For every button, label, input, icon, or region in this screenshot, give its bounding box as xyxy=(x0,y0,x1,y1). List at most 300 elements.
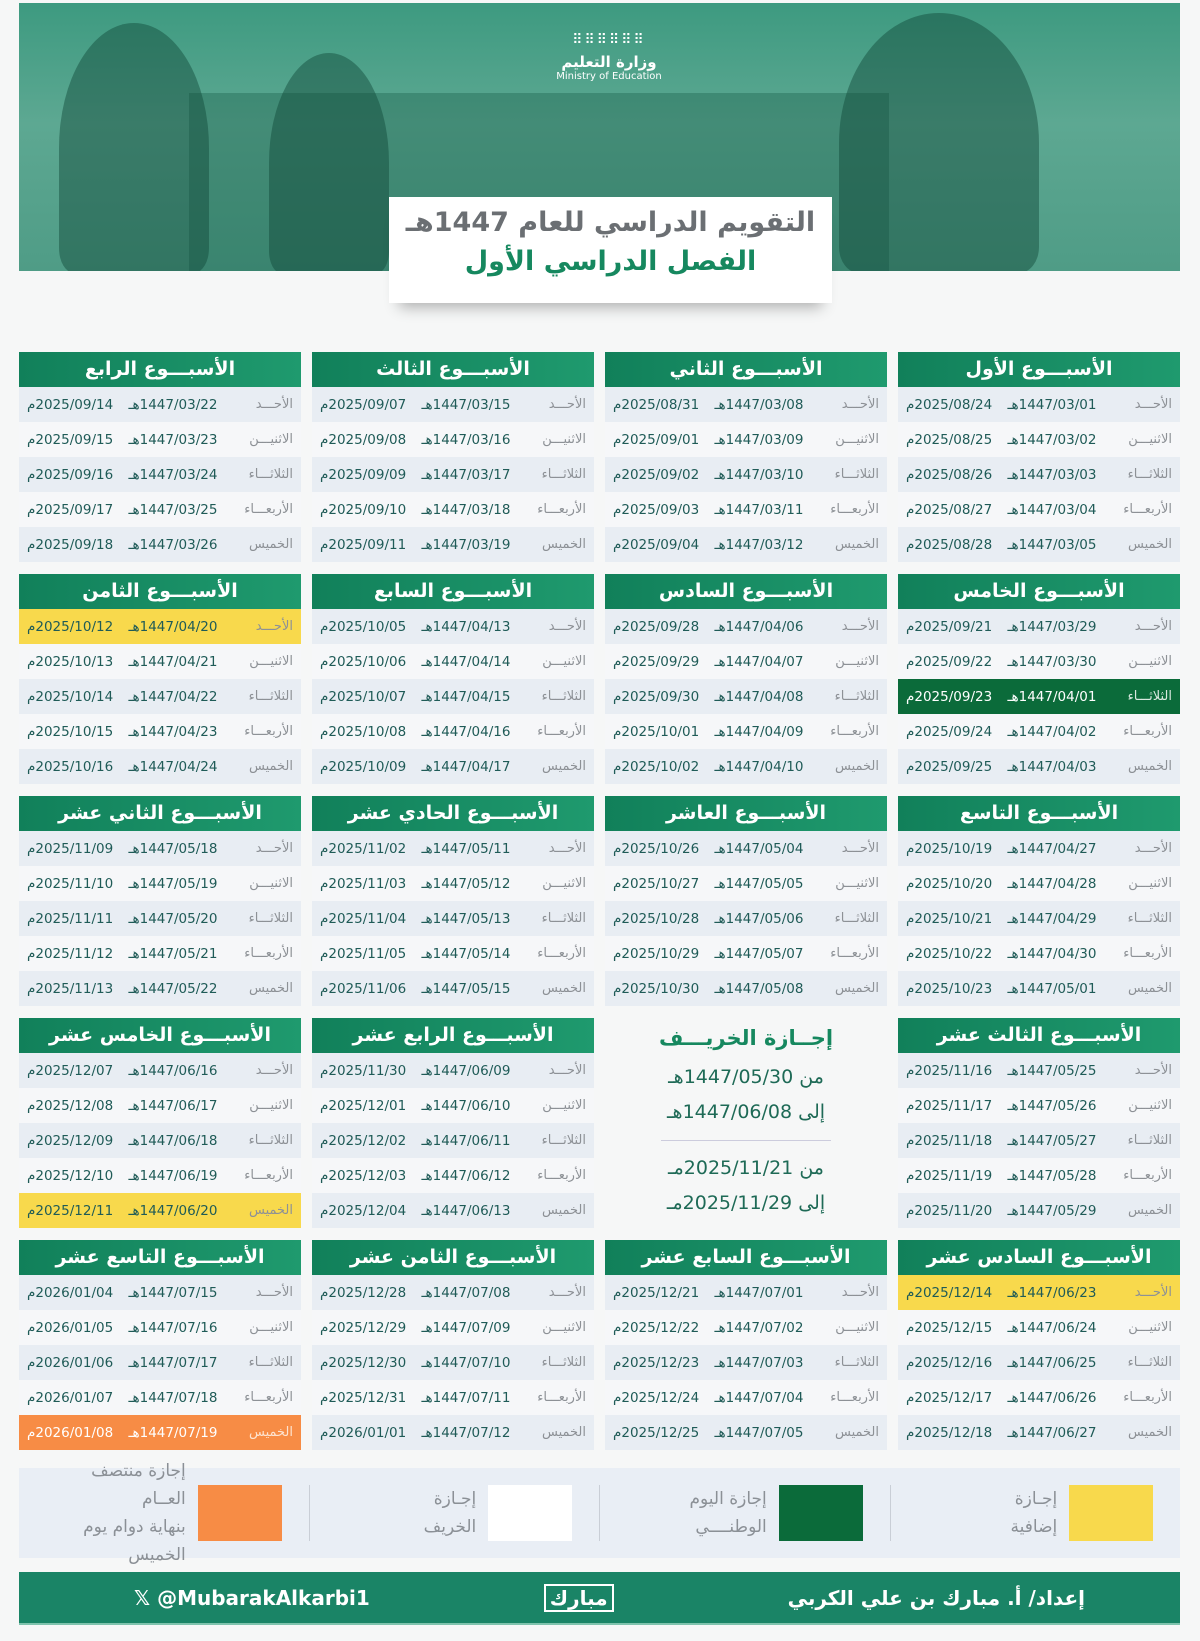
hijri-date: 1447/04/28هـ xyxy=(1007,875,1097,892)
day-name: الأحـــد xyxy=(841,1285,879,1300)
day-row xyxy=(19,422,301,457)
day-row xyxy=(605,1345,887,1380)
gregorian-date: 2025/11/05م xyxy=(320,945,407,962)
gregorian-date: 2025/12/17م xyxy=(906,1389,993,1406)
hijri-date: 1447/06/23هـ xyxy=(1007,1284,1097,1301)
day-name: الاثنيـــن xyxy=(542,654,586,669)
hijri-date: 1447/05/21هـ xyxy=(128,945,218,962)
day-name: الاثنيـــن xyxy=(835,654,879,669)
gregorian-date: 2025/11/06م xyxy=(320,980,407,997)
gregorian-date: 2025/11/13م xyxy=(27,980,114,997)
hijri-date: 1447/05/27هـ xyxy=(1007,1132,1097,1149)
hijri-date: 1447/03/22هـ xyxy=(128,396,218,413)
hijri-date: 1447/03/30هـ xyxy=(1007,653,1097,670)
gregorian-date: 2025/11/19م xyxy=(906,1167,993,1184)
week-block xyxy=(19,1240,301,1450)
gregorian-date: 2025/10/23م xyxy=(906,980,993,997)
week-block xyxy=(605,1240,887,1450)
hijri-date: 1447/03/16هـ xyxy=(421,431,511,448)
hijri-date: 1447/04/27هـ xyxy=(1007,840,1097,857)
day-name: الثلاثـــاء xyxy=(248,1133,293,1148)
calendar-grid xyxy=(19,352,1180,1450)
logo-dots-icon: ⠿⠿⠿⠿⠿⠿ xyxy=(572,32,646,48)
day-row xyxy=(898,866,1180,901)
day-name: الأحـــد xyxy=(1134,1063,1172,1078)
day-name: الأربعـــاء xyxy=(830,946,879,961)
day-name: الثلاثـــاء xyxy=(541,1355,586,1370)
week-title: الأسبـــوع التاسع عشر xyxy=(19,1240,301,1275)
week-block xyxy=(605,352,887,562)
gregorian-date: 2025/10/12م xyxy=(27,618,114,635)
hijri-date: 1447/03/29هـ xyxy=(1007,618,1097,635)
gregorian-date: 2025/12/14م xyxy=(906,1284,993,1301)
day-name: الأربعـــاء xyxy=(1123,502,1172,517)
day-name: الاثنيـــن xyxy=(542,876,586,891)
hijri-date: 1447/07/19هـ xyxy=(128,1424,218,1441)
week-title: الأسبـــوع الخامس عشر xyxy=(19,1018,301,1053)
day-name: الاثنيـــن xyxy=(1128,1320,1172,1335)
day-row xyxy=(19,644,301,679)
hijri-date: 1447/04/10هـ xyxy=(714,758,804,775)
week-title: الأسبـــوع الحادي عشر xyxy=(312,796,594,831)
gregorian-date: 2026/01/06م xyxy=(27,1354,114,1371)
gregorian-date: 2025/12/03م xyxy=(320,1167,407,1184)
page-title: التقويم الدراسي للعام 1447هـ xyxy=(405,207,816,238)
gregorian-date: 2025/09/18م xyxy=(27,536,114,553)
gregorian-date: 2025/12/31م xyxy=(320,1389,407,1406)
day-name: الأحـــد xyxy=(255,397,293,412)
day-row xyxy=(312,1415,594,1450)
hijri-date: 1447/03/17هـ xyxy=(421,466,511,483)
day-name: الخميس xyxy=(542,1425,586,1440)
fall-break-title: إجــازة الخريـــف xyxy=(658,1026,834,1050)
week-block xyxy=(605,574,887,784)
week-block xyxy=(605,796,887,1006)
day-row xyxy=(605,936,887,971)
day-name: الأربعـــاء xyxy=(1123,724,1172,739)
day-row xyxy=(898,714,1180,749)
legend-label xyxy=(46,1457,186,1569)
gregorian-date: 2025/10/08م xyxy=(320,723,407,740)
logo-arabic: وزارة التعليم xyxy=(561,53,657,71)
hijri-date: 1447/07/01هـ xyxy=(714,1284,804,1301)
hijri-date: 1447/05/18هـ xyxy=(128,840,218,857)
day-row xyxy=(312,644,594,679)
fall-greg-from: من 2025/11/21مـ xyxy=(668,1157,824,1179)
week-title: الأسبـــوع السادس عشر xyxy=(898,1240,1180,1275)
legend-line: إجازة اليوم xyxy=(689,1489,767,1509)
hijri-date: 1447/03/04هـ xyxy=(1007,501,1097,518)
day-row xyxy=(898,527,1180,562)
legend-swatch xyxy=(779,1485,863,1541)
gregorian-date: 2025/08/31م xyxy=(613,396,700,413)
hijri-date: 1447/05/29هـ xyxy=(1007,1202,1097,1219)
day-row xyxy=(898,971,1180,1006)
day-row xyxy=(605,1310,887,1345)
day-row xyxy=(605,831,887,866)
author-monogram-logo: مبارك xyxy=(544,1584,614,1612)
gregorian-date: 2025/10/21م xyxy=(906,910,993,927)
hijri-date: 1447/03/26هـ xyxy=(128,536,218,553)
gregorian-date: 2025/08/26م xyxy=(906,466,993,483)
day-row xyxy=(898,1193,1180,1228)
day-row xyxy=(312,527,594,562)
hijri-date: 1447/04/24هـ xyxy=(128,758,218,775)
fall-greg-to: إلى 2025/11/29مـ xyxy=(666,1192,826,1214)
hijri-date: 1447/07/03هـ xyxy=(714,1354,804,1371)
gregorian-date: 2025/08/27م xyxy=(906,501,993,518)
hijri-date: 1447/05/05هـ xyxy=(714,875,804,892)
day-name: الخميس xyxy=(249,981,293,996)
day-name: الاثنيـــن xyxy=(249,1098,293,1113)
hijri-date: 1447/05/22هـ xyxy=(128,980,218,997)
gregorian-date: 2025/09/25م xyxy=(906,758,993,775)
gregorian-date: 2025/12/18م xyxy=(906,1424,993,1441)
hijri-date: 1447/05/08هـ xyxy=(714,980,804,997)
fall-hijri-from: من 1447/05/30هـ xyxy=(668,1066,824,1088)
week-title: الأسبـــوع السابع عشر xyxy=(605,1240,887,1275)
gregorian-date: 2025/12/02م xyxy=(320,1132,407,1149)
gregorian-date: 2025/10/07م xyxy=(320,688,407,705)
day-name: الاثنيـــن xyxy=(249,876,293,891)
hijri-date: 1447/05/15هـ xyxy=(421,980,511,997)
hijri-date: 1447/03/05هـ xyxy=(1007,536,1097,553)
day-name: الأربعـــاء xyxy=(537,1390,586,1405)
week-title: الأسبـــوع العاشر xyxy=(605,796,887,831)
legend-line: إجـازة xyxy=(433,1489,477,1509)
day-row xyxy=(605,644,887,679)
day-row xyxy=(19,1415,301,1450)
gregorian-date: 2025/10/27م xyxy=(613,875,700,892)
gregorian-date: 2025/09/22م xyxy=(906,653,993,670)
week-block xyxy=(898,352,1180,562)
day-name: الأربعـــاء xyxy=(830,1390,879,1405)
week-block xyxy=(312,574,594,784)
logo-english: Ministry of Education xyxy=(556,71,662,82)
legend-line: إجـازة xyxy=(1014,1489,1058,1509)
gregorian-date: 2025/12/21م xyxy=(613,1284,700,1301)
day-row xyxy=(312,971,594,1006)
week-block xyxy=(312,796,594,1006)
gregorian-date: 2025/09/01م xyxy=(613,431,700,448)
gregorian-date: 2025/10/16م xyxy=(27,758,114,775)
gregorian-date: 2025/09/07م xyxy=(320,396,407,413)
day-row xyxy=(605,387,887,422)
day-row xyxy=(898,831,1180,866)
gregorian-date: 2025/12/07م xyxy=(27,1062,114,1079)
legend-swatch xyxy=(488,1485,572,1541)
day-name: الأحـــد xyxy=(1134,1285,1172,1300)
day-row xyxy=(19,866,301,901)
author-credit: إعداد/ أ. مبارك بن علي الكربي xyxy=(787,1585,1085,1610)
gregorian-date: 2025/12/30م xyxy=(320,1354,407,1371)
day-row xyxy=(312,1275,594,1310)
gregorian-date: 2026/01/04م xyxy=(27,1284,114,1301)
day-row xyxy=(312,387,594,422)
handle-text: @MubarakAlkarbi1 xyxy=(157,1585,370,1610)
week-title: الأسبـــوع الأول xyxy=(898,352,1180,387)
hijri-date: 1447/05/11هـ xyxy=(421,840,511,857)
hijri-date: 1447/05/12هـ xyxy=(421,875,511,892)
hijri-date: 1447/05/14هـ xyxy=(421,945,511,962)
hijri-date: 1447/07/09هـ xyxy=(421,1319,511,1336)
week-title: الأسبـــوع الخامس xyxy=(898,574,1180,609)
hijri-date: 1447/06/20هـ xyxy=(128,1202,218,1219)
day-name: الثلاثـــاء xyxy=(1127,1133,1172,1148)
legend-swatch xyxy=(1069,1485,1153,1541)
day-name: الأربعـــاء xyxy=(244,1390,293,1405)
week-block xyxy=(898,796,1180,1006)
day-row xyxy=(898,422,1180,457)
day-name: الأحـــد xyxy=(255,1285,293,1300)
day-name: الاثنيـــن xyxy=(542,1320,586,1335)
day-name: الثلاثـــاء xyxy=(248,689,293,704)
hijri-date: 1447/07/15هـ xyxy=(128,1284,218,1301)
hijri-date: 1447/06/18هـ xyxy=(128,1132,218,1149)
day-row xyxy=(19,527,301,562)
day-row xyxy=(312,866,594,901)
week-title: الأسبـــوع الثالث عشر xyxy=(898,1018,1180,1053)
day-row xyxy=(312,679,594,714)
title-box xyxy=(389,197,832,303)
day-name: الأحـــد xyxy=(1134,619,1172,634)
hijri-date: 1447/07/12هـ xyxy=(421,1424,511,1441)
week-title: الأسبـــوع الرابع xyxy=(19,352,301,387)
day-row xyxy=(898,749,1180,784)
hijri-date: 1447/04/15هـ xyxy=(421,688,511,705)
legend-line: إجازة منتصف العــام xyxy=(91,1461,186,1509)
day-row xyxy=(605,1380,887,1415)
gregorian-date: 2025/12/08م xyxy=(27,1097,114,1114)
hijri-date: 1447/06/19هـ xyxy=(128,1167,218,1184)
hijri-date: 1447/06/26هـ xyxy=(1007,1389,1097,1406)
gregorian-date: 2025/09/29م xyxy=(613,653,700,670)
legend-line: الوطنــــي xyxy=(695,1517,767,1537)
gregorian-date: 2025/10/29م xyxy=(613,945,700,962)
hijri-date: 1447/07/08هـ xyxy=(421,1284,511,1301)
gregorian-date: 2025/12/01م xyxy=(320,1097,407,1114)
hijri-date: 1447/05/13هـ xyxy=(421,910,511,927)
gregorian-date: 2025/11/02م xyxy=(320,840,407,857)
gregorian-date: 2025/10/28م xyxy=(613,910,700,927)
gregorian-date: 2026/01/05م xyxy=(27,1319,114,1336)
hijri-date: 1447/07/05هـ xyxy=(714,1424,804,1441)
day-row xyxy=(898,1123,1180,1158)
gregorian-date: 2025/10/05م xyxy=(320,618,407,635)
gregorian-date: 2025/12/10م xyxy=(27,1167,114,1184)
gregorian-date: 2025/11/20م xyxy=(906,1202,993,1219)
day-row xyxy=(312,749,594,784)
x-logo-icon: 𝕏 xyxy=(134,1585,158,1610)
hijri-date: 1447/03/03هـ xyxy=(1007,466,1097,483)
day-name: الأحـــد xyxy=(548,841,586,856)
hijri-date: 1447/04/08هـ xyxy=(714,688,804,705)
day-row xyxy=(312,714,594,749)
day-name: الأحـــد xyxy=(548,397,586,412)
legend-item xyxy=(890,1485,1181,1541)
day-name: الثلاثـــاء xyxy=(834,467,879,482)
day-name: الخميس xyxy=(1128,981,1172,996)
gregorian-date: 2025/09/03م xyxy=(613,501,700,518)
day-row xyxy=(898,387,1180,422)
day-row xyxy=(312,936,594,971)
gregorian-date: 2025/12/04م xyxy=(320,1202,407,1219)
week-block xyxy=(898,1018,1180,1228)
week-title: الأسبـــوع الثاني xyxy=(605,352,887,387)
day-name: الثلاثـــاء xyxy=(248,467,293,482)
day-row xyxy=(605,679,887,714)
day-name: الثلاثـــاء xyxy=(541,911,586,926)
day-name: الاثنيـــن xyxy=(835,1320,879,1335)
day-row xyxy=(312,831,594,866)
day-name: الثلاثـــاء xyxy=(541,467,586,482)
day-name: الثلاثـــاء xyxy=(248,1355,293,1370)
hijri-date: 1447/04/16هـ xyxy=(421,723,511,740)
day-name: الأربعـــاء xyxy=(537,724,586,739)
hijri-date: 1447/04/17هـ xyxy=(421,758,511,775)
gregorian-date: 2026/01/08م xyxy=(27,1424,114,1441)
day-name: الخميس xyxy=(542,537,586,552)
hijri-date: 1447/03/24هـ xyxy=(128,466,218,483)
day-row xyxy=(898,936,1180,971)
hijri-date: 1447/04/30هـ xyxy=(1007,945,1097,962)
day-row xyxy=(898,1275,1180,1310)
hijri-date: 1447/04/09هـ xyxy=(714,723,804,740)
hijri-date: 1447/06/16هـ xyxy=(128,1062,218,1079)
hijri-date: 1447/04/29هـ xyxy=(1007,910,1097,927)
day-row xyxy=(898,492,1180,527)
hijri-date: 1447/06/24هـ xyxy=(1007,1319,1097,1336)
day-name: الأحـــد xyxy=(841,397,879,412)
gregorian-date: 2025/10/20م xyxy=(906,875,993,892)
palm-tree-image xyxy=(269,53,389,271)
day-name: الأربعـــاء xyxy=(537,502,586,517)
gregorian-date: 2025/11/04م xyxy=(320,910,407,927)
day-row xyxy=(898,1158,1180,1193)
hijri-date: 1447/07/16هـ xyxy=(128,1319,218,1336)
day-row xyxy=(605,866,887,901)
gregorian-date: 2025/10/26م xyxy=(613,840,700,857)
hijri-date: 1447/05/28هـ xyxy=(1007,1167,1097,1184)
hijri-date: 1447/05/01هـ xyxy=(1007,980,1097,997)
day-row xyxy=(19,749,301,784)
day-row xyxy=(898,1380,1180,1415)
day-name: الاثنيـــن xyxy=(542,432,586,447)
gregorian-date: 2025/11/17م xyxy=(906,1097,993,1114)
week-title: الأسبـــوع الثالث xyxy=(312,352,594,387)
gregorian-date: 2025/11/30م xyxy=(320,1062,407,1079)
day-name: الأربعـــاء xyxy=(1123,1168,1172,1183)
day-name: الثلاثـــاء xyxy=(1127,911,1172,926)
day-row xyxy=(19,901,301,936)
hijri-date: 1447/04/01هـ xyxy=(1007,688,1097,705)
hijri-date: 1447/04/13هـ xyxy=(421,618,511,635)
hijri-date: 1447/07/18هـ xyxy=(128,1389,218,1406)
hijri-date: 1447/06/25هـ xyxy=(1007,1354,1097,1371)
day-name: الاثنيـــن xyxy=(249,654,293,669)
day-row xyxy=(605,1415,887,1450)
day-row xyxy=(312,901,594,936)
day-row xyxy=(898,644,1180,679)
gregorian-date: 2025/10/15م xyxy=(27,723,114,740)
hijri-date: 1447/03/19هـ xyxy=(421,536,511,553)
day-row xyxy=(898,1345,1180,1380)
hijri-date: 1447/05/06هـ xyxy=(714,910,804,927)
gregorian-date: 2025/09/21م xyxy=(906,618,993,635)
day-row xyxy=(605,457,887,492)
hijri-date: 1447/03/12هـ xyxy=(714,536,804,553)
footer xyxy=(19,1572,1180,1625)
legend-line: بنهاية دوام يوم الخميس xyxy=(83,1517,186,1565)
day-name: الاثنيـــن xyxy=(835,876,879,891)
legend-label xyxy=(917,1485,1057,1541)
day-row xyxy=(605,609,887,644)
gregorian-date: 2025/08/24م xyxy=(906,396,993,413)
hijri-date: 1447/05/25هـ xyxy=(1007,1062,1097,1079)
gregorian-date: 2025/12/15م xyxy=(906,1319,993,1336)
day-row xyxy=(312,1123,594,1158)
hijri-date: 1447/03/01هـ xyxy=(1007,396,1097,413)
day-row xyxy=(312,1088,594,1123)
day-row xyxy=(19,1310,301,1345)
hijri-date: 1447/04/22هـ xyxy=(128,688,218,705)
day-name: الثلاثـــاء xyxy=(541,689,586,704)
fall-break-box xyxy=(605,1018,887,1228)
gregorian-date: 2025/11/11م xyxy=(27,910,114,927)
gregorian-date: 2025/12/09م xyxy=(27,1132,114,1149)
gregorian-date: 2025/09/16م xyxy=(27,466,114,483)
week-block xyxy=(898,1240,1180,1450)
ministry-logo xyxy=(539,33,679,82)
day-row xyxy=(19,1193,301,1228)
day-name: الخميس xyxy=(835,537,879,552)
gregorian-date: 2025/11/16م xyxy=(906,1062,993,1079)
hijri-date: 1447/04/06هـ xyxy=(714,618,804,635)
day-name: الأحـــد xyxy=(255,1063,293,1078)
day-name: الأربعـــاء xyxy=(1123,1390,1172,1405)
gregorian-date: 2025/09/09م xyxy=(320,466,407,483)
day-row xyxy=(312,1345,594,1380)
twitter-handle[interactable] xyxy=(134,1586,370,1610)
hijri-date: 1447/05/07هـ xyxy=(714,945,804,962)
week-title: الأسبـــوع الثاني عشر xyxy=(19,796,301,831)
week-block xyxy=(312,352,594,562)
gregorian-date: 2025/09/15م xyxy=(27,431,114,448)
hijri-date: 1447/04/03هـ xyxy=(1007,758,1097,775)
day-name: الاثنيـــن xyxy=(249,1320,293,1335)
day-name: الأحـــد xyxy=(255,841,293,856)
gregorian-date: 2025/10/13م xyxy=(27,653,114,670)
legend xyxy=(19,1461,1180,1565)
day-row xyxy=(605,971,887,1006)
day-row xyxy=(312,1053,594,1088)
gregorian-date: 2025/09/04م xyxy=(613,536,700,553)
hijri-date: 1447/06/13هـ xyxy=(421,1202,511,1219)
day-name: الخميس xyxy=(835,981,879,996)
gregorian-date: 2025/09/10م xyxy=(320,501,407,518)
day-name: الخميس xyxy=(1128,759,1172,774)
gregorian-date: 2025/12/24م xyxy=(613,1389,700,1406)
day-name: الخميس xyxy=(835,1425,879,1440)
hijri-date: 1447/03/10هـ xyxy=(714,466,804,483)
day-name: الأربعـــاء xyxy=(830,724,879,739)
gregorian-date: 2025/09/24م xyxy=(906,723,993,740)
gregorian-date: 2025/09/30م xyxy=(613,688,700,705)
day-row xyxy=(898,679,1180,714)
page-subtitle: الفصل الدراسي الأول xyxy=(464,246,757,277)
gregorian-date: 2025/10/02م xyxy=(613,758,700,775)
hijri-date: 1447/05/20هـ xyxy=(128,910,218,927)
